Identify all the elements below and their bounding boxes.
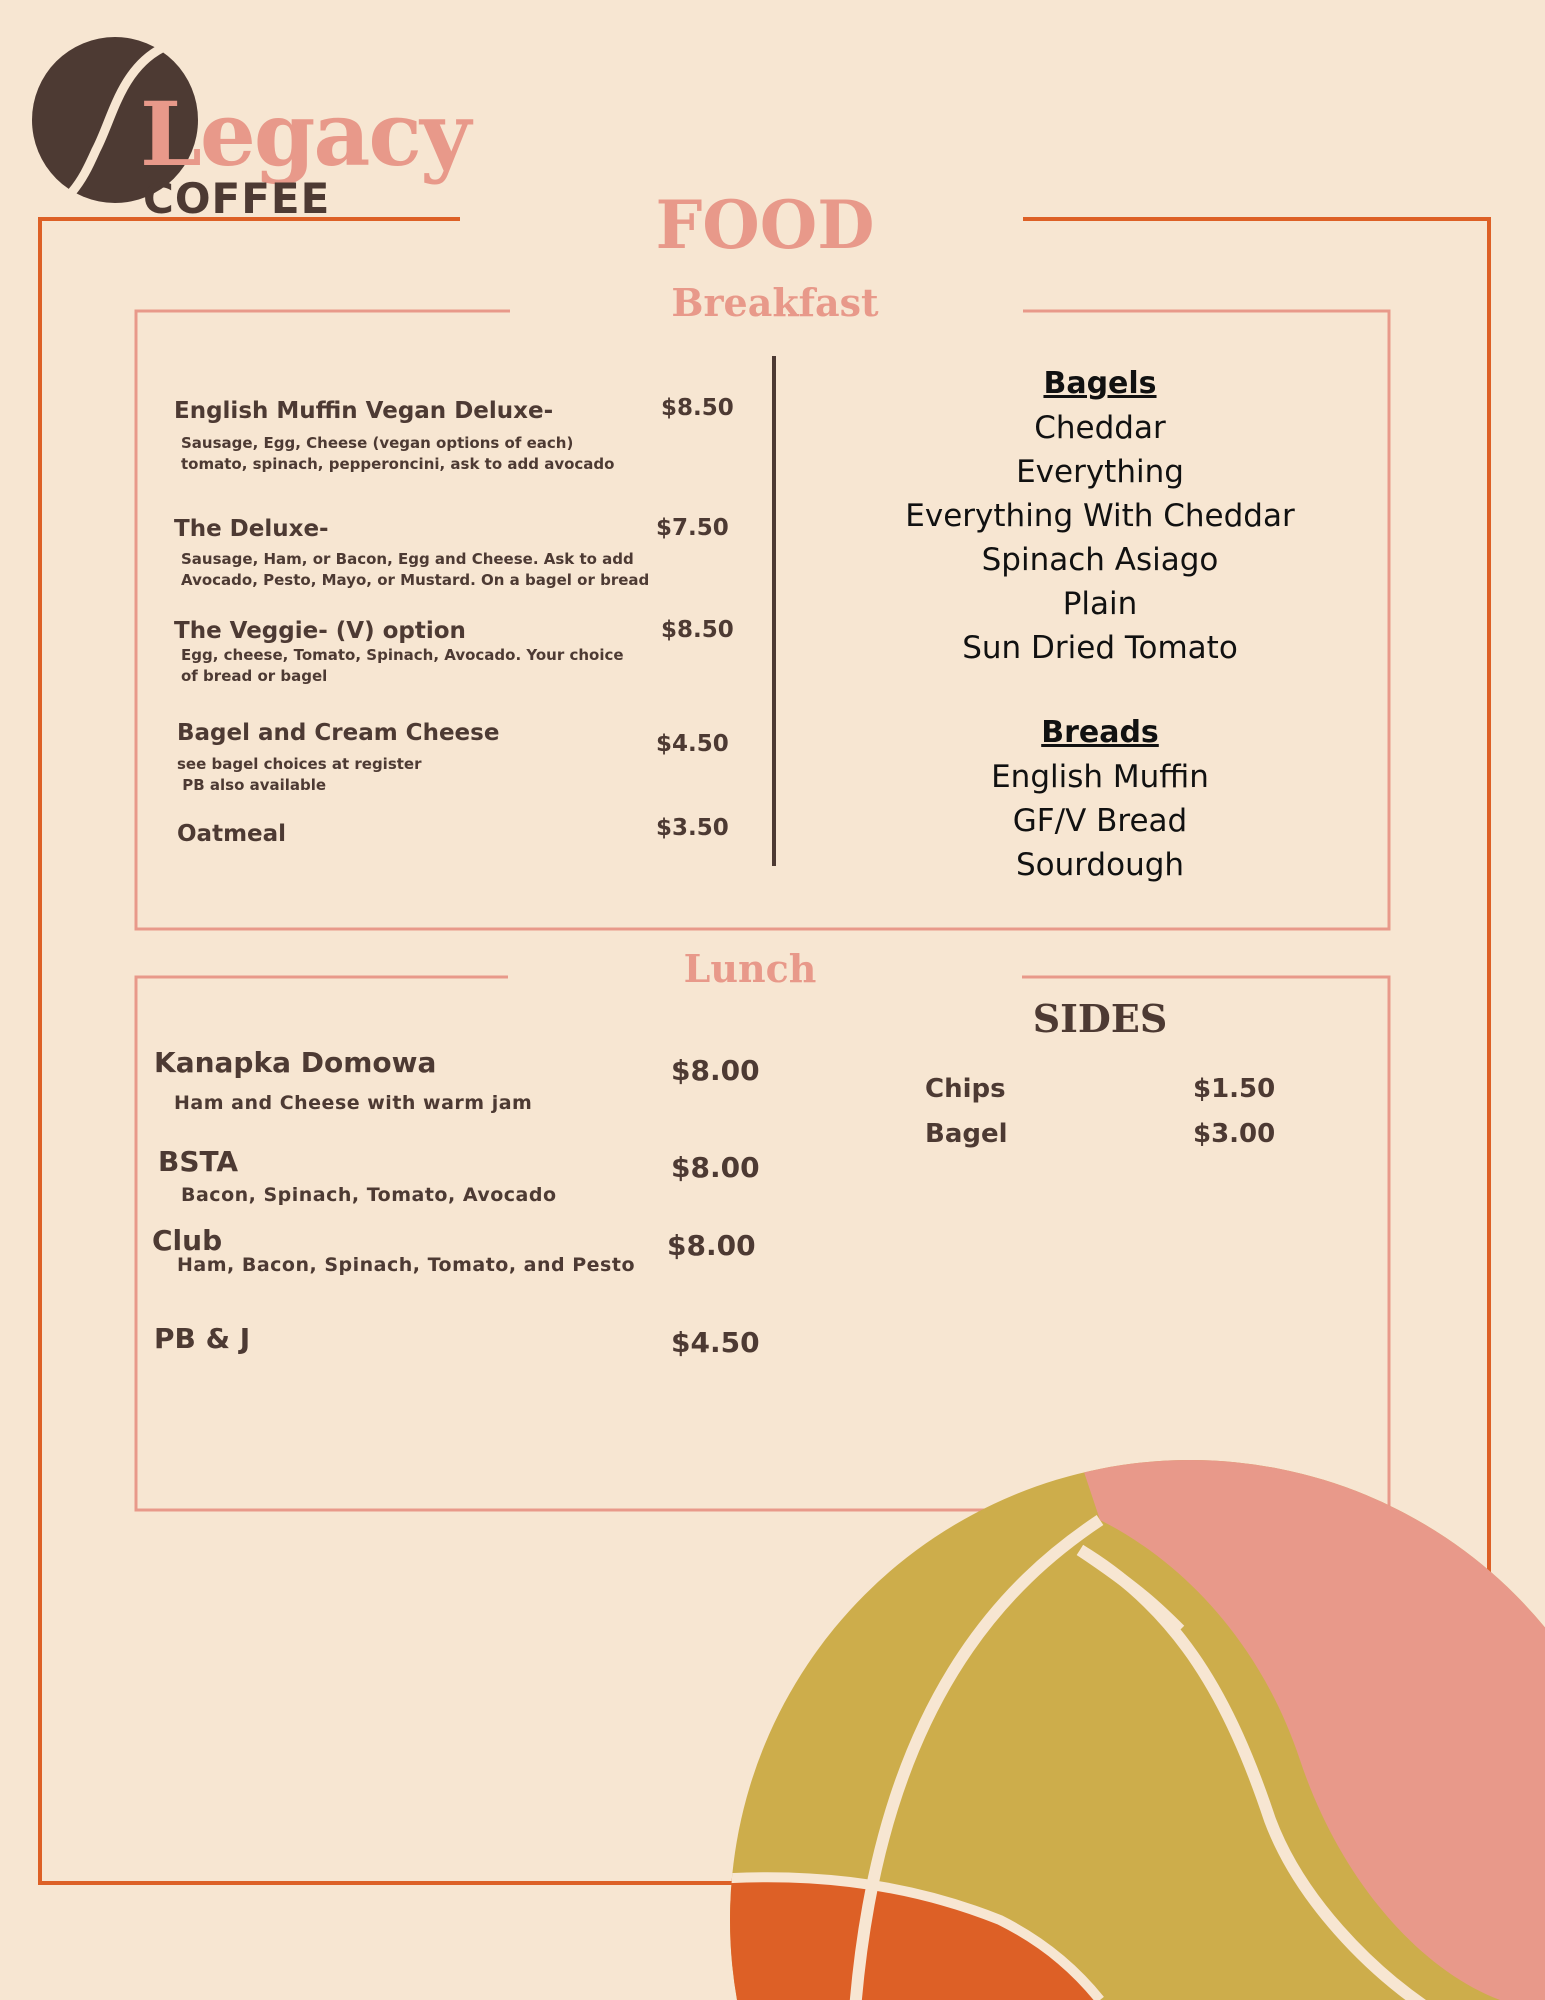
lunch-item-desc: Ham, Bacon, Spinach, Tomato, and Pesto [177, 1254, 635, 1276]
breads-heading: Breads [1041, 715, 1159, 750]
side-item-name: Chips [925, 1074, 1006, 1104]
breakfast-item-price: $4.50 [656, 731, 729, 757]
breakfast-item-desc: see bagel choices at register PB also available [177, 755, 422, 794]
side-item-price: $1.50 [1193, 1074, 1276, 1104]
bagels-heading: Bagels [1043, 366, 1157, 401]
list-item: Plain [1062, 586, 1138, 622]
breakfast-item-price: $7.50 [656, 515, 729, 541]
logo-subtitle: COFFEE [143, 174, 331, 223]
lunch-item-price: $8.00 [671, 1151, 760, 1184]
breakfast-item-name: The Deluxe- [174, 516, 329, 542]
breakfast-item-name: Oatmeal [177, 821, 287, 847]
coffee-bean-illustration [700, 1400, 1545, 2000]
breakfast-item-price: $8.50 [661, 617, 734, 643]
lunch-item-price: $4.50 [671, 1326, 760, 1359]
lunch-item-name: BSTA [158, 1145, 239, 1178]
lunch-item-name: Club [152, 1224, 223, 1257]
list-item: Spinach Asiago [981, 542, 1219, 578]
lunch-item-price: $8.00 [667, 1229, 756, 1262]
list-item: Sourdough [1015, 847, 1185, 883]
breakfast-item-name: English Muffin Vegan Deluxe- [174, 398, 554, 424]
lunch-item-name: PB & J [154, 1322, 251, 1355]
breakfast-item-desc: Sausage, Egg, Cheese (vegan options of each) tomato, spinach, pepperoncini, ask to add avocado [181, 434, 615, 473]
side-item-price: $3.00 [1193, 1119, 1276, 1149]
lunch-title: Lunch [683, 946, 817, 991]
breakfast-item-name: The Veggie- (V) option [174, 618, 466, 644]
breakfast-item-desc: Egg, cheese, Tomato, Spinach, Avocado. Your choice of bread or bagel [181, 646, 624, 685]
list-item: Everything [1016, 454, 1184, 490]
logo-wordmark: Legacy [140, 82, 470, 186]
breakfast-item-name: Bagel and Cream Cheese [177, 720, 500, 746]
breakfast-item-price: $8.50 [661, 395, 734, 421]
breakfast-item-desc: Sausage, Ham, or Bacon, Egg and Cheese. Ask to add Avocado, Pesto, Mayo, or Mustard. On a bagel or bread [181, 550, 650, 589]
breads-list [860, 711, 1340, 887]
lunch-item-desc: Ham and Cheese with warm jam [174, 1092, 533, 1114]
page-title: FOOD [655, 186, 875, 264]
breakfast-title: Breakfast [671, 280, 879, 325]
list-item: GF/V Bread [1012, 803, 1188, 839]
lunch-item-price: $8.00 [671, 1054, 760, 1087]
sides-title: SIDES [1032, 996, 1168, 1041]
lunch-item-name: Kanapka Domowa [154, 1046, 437, 1079]
side-item-name: Bagel [925, 1119, 1008, 1149]
list-item: Cheddar [1034, 410, 1166, 446]
list-item: English Muffin [991, 759, 1209, 795]
list-item: Sun Dried Tomato [962, 630, 1238, 666]
list-item: Everything With Cheddar [905, 498, 1295, 534]
bagels-list [860, 362, 1340, 670]
breakfast-item-price: $3.50 [656, 815, 729, 841]
lunch-item-desc: Bacon, Spinach, Tomato, Avocado [181, 1184, 557, 1206]
